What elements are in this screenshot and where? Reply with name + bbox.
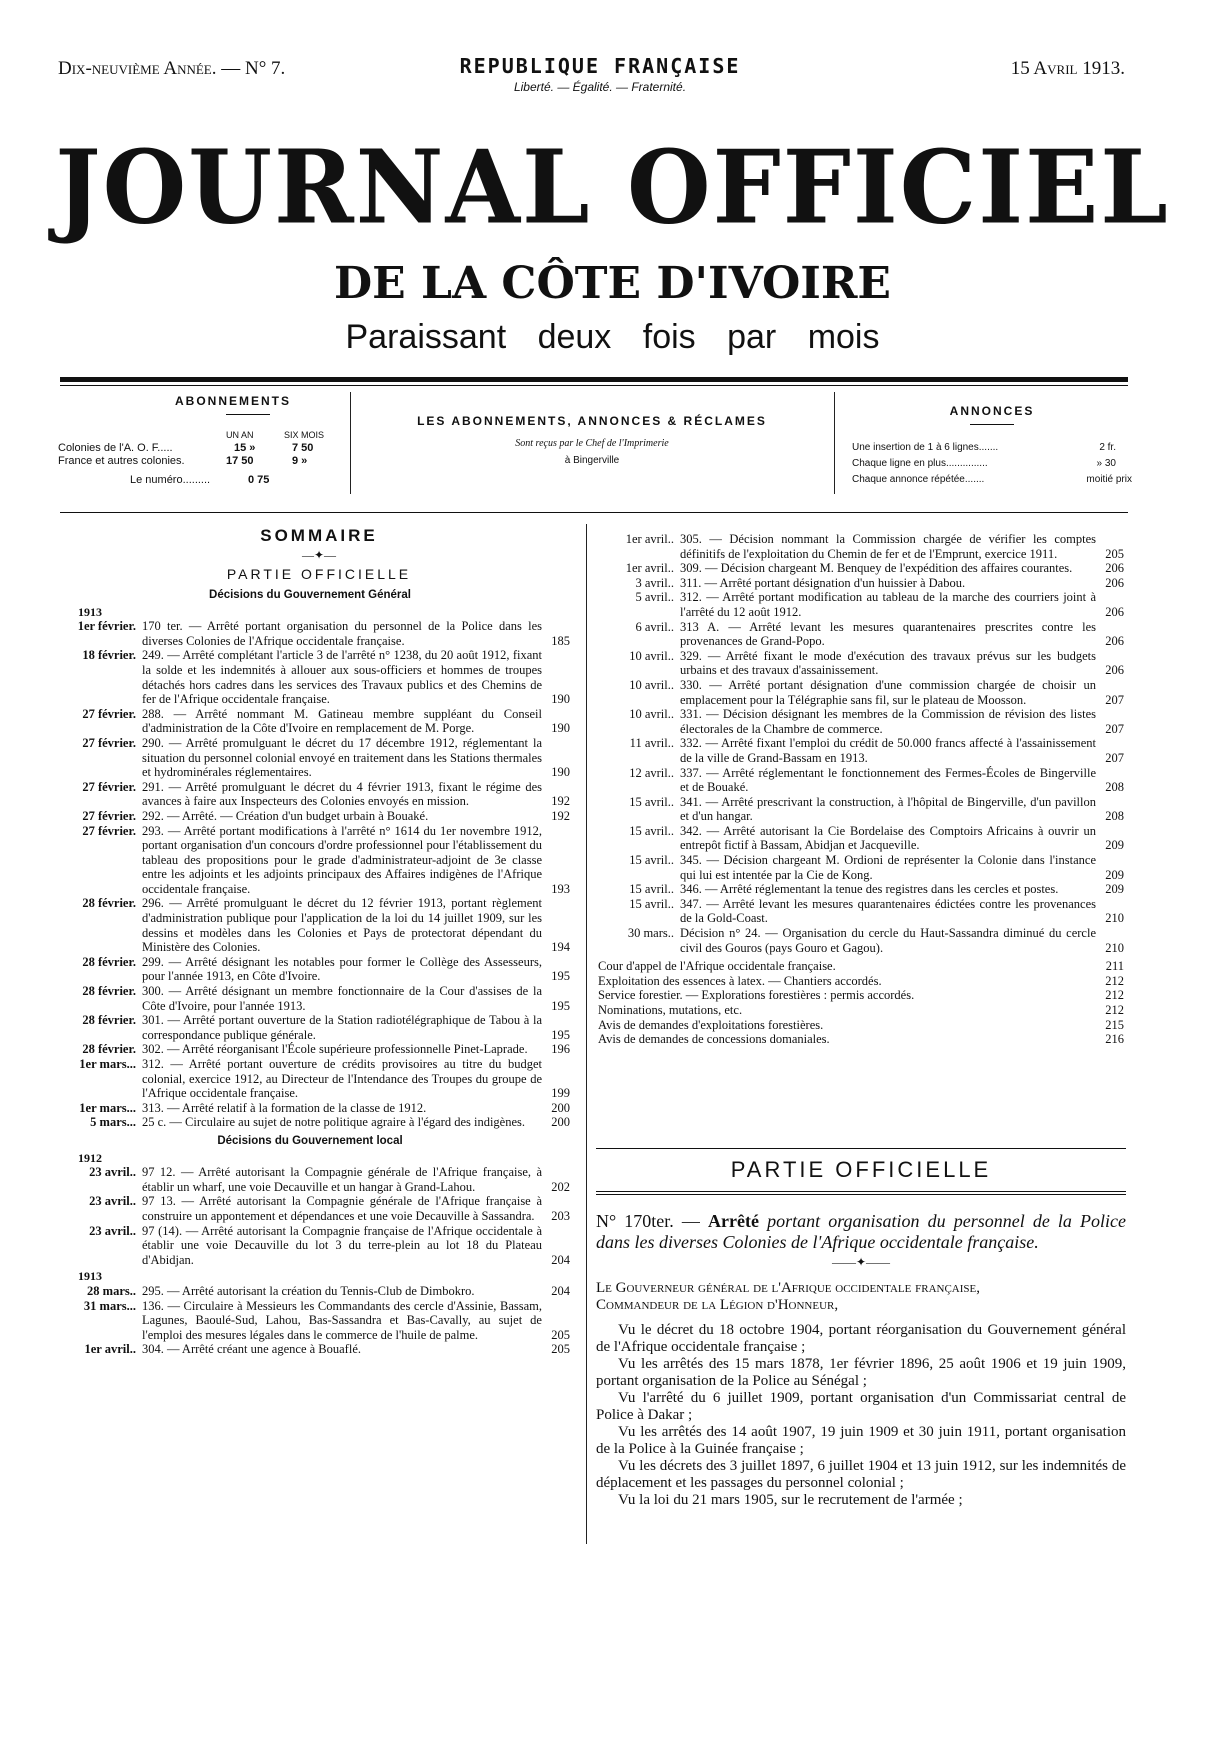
gouv-general-heading: Décisions du Gouvernement Général bbox=[209, 589, 411, 601]
entry-page: 206 bbox=[1105, 634, 1124, 649]
box-divider bbox=[834, 392, 835, 494]
entry-page: 200 bbox=[551, 1115, 570, 1130]
entry-date: 12 avril.. bbox=[629, 765, 674, 780]
entry-date: 1er avril.. bbox=[625, 532, 674, 546]
entry-date: 23 avril.. bbox=[89, 1223, 136, 1238]
abonnement-row-an: 17 50 bbox=[226, 455, 254, 467]
article-paragraph: Vu le décret du 18 octobre 1904, portant réorganisation du Gouvernement général de l'Afrique occidentale française ; bbox=[596, 1322, 1126, 1355]
entry-date: 23 avril.. bbox=[89, 1194, 136, 1209]
article-title: N° 170ter. — Arrêté portant organisation du personnel de la Police dans les diverses Colonies de l'Afrique occidentale française. bbox=[596, 1211, 1127, 1252]
republic-motto: Liberté. — Égalité. — Fraternité. bbox=[513, 80, 687, 94]
sommaire-entry bbox=[50, 1342, 570, 1357]
sommaire-entry bbox=[50, 1284, 570, 1299]
local-1912-list bbox=[50, 1165, 570, 1267]
entry-date: 28 février. bbox=[82, 1042, 136, 1057]
entry-page: 185 bbox=[551, 633, 570, 648]
article-rule bbox=[596, 1148, 1126, 1149]
sommaire-entry bbox=[594, 882, 1124, 897]
article bbox=[596, 1148, 1126, 1509]
entry-date: 15 avril.. bbox=[629, 823, 674, 838]
entry-page: 205 bbox=[551, 1342, 570, 1357]
entry-page: 190 bbox=[551, 765, 570, 780]
entry-page: 209 bbox=[1105, 867, 1124, 882]
entry-page: 205 bbox=[551, 1327, 570, 1342]
sommaire-entry bbox=[594, 649, 1124, 678]
section-rule bbox=[60, 512, 1128, 513]
entry-date: 1er avril.. bbox=[84, 1342, 136, 1357]
entry-text: 330. — Arrêté portant désignation d'une commission chargée de choisir un emplacement pour la Télégraphie sans fil, sur le plateau de Moosson. bbox=[680, 677, 1096, 707]
center-box bbox=[352, 414, 832, 466]
entry-page: 204 bbox=[551, 1283, 570, 1298]
journal-tagline: Paraissant deux fois par mois bbox=[345, 318, 880, 356]
entry-page: 208 bbox=[1105, 809, 1124, 824]
entry-page: 195 bbox=[551, 998, 570, 1013]
entry-date: 27 février. bbox=[82, 706, 136, 721]
entry-date: 28 février. bbox=[82, 1013, 136, 1028]
entry-text: 346. — Arrêté réglementant la tenue des registres dans les cercles et postes. bbox=[680, 882, 1059, 897]
sommaire-entry bbox=[50, 824, 570, 897]
entry-date: 11 avril.. bbox=[629, 736, 674, 751]
annonce-row-price: » 30 bbox=[1096, 458, 1116, 469]
sommaire-entry bbox=[50, 736, 570, 780]
annonce-row-label: Une insertion de 1 à 6 lignes....... bbox=[852, 442, 999, 453]
entry-text: 292. — Arrêté. — Création d'un budget urbain à Bouaké. bbox=[142, 808, 429, 823]
sommaire-entry bbox=[50, 1115, 570, 1130]
entry-page: 190 bbox=[551, 692, 570, 707]
entry-page: 200 bbox=[551, 1100, 570, 1115]
article-rule bbox=[596, 1194, 1126, 1195]
entry-text: 305. — Décision nommant la Commission chargée de vérifier les comptes définitifs de l'exploitation du Chemin de fer et de l'Emprunt, exercice 1911. bbox=[680, 532, 1096, 561]
entry-date: 1er mars... bbox=[79, 1057, 136, 1071]
annonces-box bbox=[852, 404, 1132, 485]
entry-text: 293. — Arrêté portant modifications à l'arrêté n° 1614 du 1er novembre 1912, portant organisation d'un concours d'ordre professionnel pour l'établissement du tableau des propositions pour le grade d'administrateur-adjoint de 3e classe entre les adjoints et les adjoints principaux des Affaires indigènes de l'Afrique occidentale française. bbox=[142, 823, 542, 896]
article-paragraph: Vu les arrêtés des 14 août 1907, 19 juin 1909 et 30 juin 1911, portant organisation de la Police à la Guinée française ; bbox=[596, 1424, 1126, 1457]
article-number: N° 170ter. bbox=[596, 1211, 674, 1231]
center-line1: Sont reçus par le Chef de l'Imprimerie bbox=[515, 438, 669, 449]
entry-text: 136. — Circulaire à Messieurs les Commandants des cercle d'Assinie, Bassam, Lagunes, Baoulé-Sud, Lahou, Bas-Sassandra et Bas-Cavally, au sujet de l'emploi des mesures légales dans le commerce de l'huile de palme. bbox=[142, 1298, 542, 1342]
left-entry-list bbox=[50, 619, 570, 1130]
misc-page: 211 bbox=[1105, 959, 1124, 974]
entry-date: 23 avril.. bbox=[89, 1165, 136, 1180]
entry-date: 28 mars.. bbox=[87, 1283, 136, 1298]
entry-page: 207 bbox=[1105, 721, 1124, 736]
sommaire-entry bbox=[50, 1299, 570, 1343]
sommaire-entry bbox=[50, 1042, 570, 1057]
misc-page: 212 bbox=[1105, 988, 1124, 1003]
journal-subtitle: DE LA CÔTE D'IVOIRE bbox=[334, 258, 891, 309]
misc-text: Exploitation des essences à latex. — Chantiers accordés. bbox=[598, 973, 882, 988]
article-authority-line2: Commandeur de la Légion d'Honneur, bbox=[596, 1297, 839, 1313]
sommaire-entry bbox=[50, 780, 570, 809]
article-authority-line1: Le Gouverneur général de l'Afrique occidentale française, bbox=[596, 1280, 980, 1296]
year-heading: 1913 bbox=[78, 604, 102, 619]
article-rule bbox=[596, 1191, 1126, 1192]
year-heading: 1913 bbox=[78, 1269, 102, 1284]
col-six-mois: SIX MOIS bbox=[284, 430, 325, 440]
sommaire-entry bbox=[594, 678, 1124, 707]
entry-page: 207 bbox=[1105, 750, 1124, 765]
entry-date: 6 avril.. bbox=[635, 619, 674, 634]
entry-date: 3 avril.. bbox=[635, 575, 674, 590]
numero-label: Le numéro......... bbox=[130, 474, 211, 486]
abonnement-row-six: 9 » bbox=[292, 455, 308, 467]
annonce-row-label: Chaque ligne en plus............... bbox=[852, 458, 988, 469]
journal-title: JOURNAL OFFICIEL bbox=[55, 128, 1170, 247]
entry-text: 288. — Arrêté nommant M. Gatineau membre suppléant du Conseil d'administration de la Côte d'Ivoire en remplacement de M. Porge. bbox=[142, 706, 542, 736]
entry-date: 1er février. bbox=[77, 619, 136, 634]
local-1913-list bbox=[50, 1284, 570, 1357]
misc-entry bbox=[594, 1003, 1124, 1018]
entry-text: 331. — Décision désignant les membres de la Commission de révision des listes électorales de la Chambre de commerce. bbox=[680, 707, 1096, 736]
sommaire-entry bbox=[50, 1057, 570, 1101]
sommaire-entry bbox=[50, 809, 570, 824]
column-divider bbox=[586, 524, 587, 1544]
numero-price: 0 75 bbox=[248, 474, 270, 486]
entry-page: 203 bbox=[551, 1208, 570, 1223]
sommaire-entry bbox=[50, 1165, 570, 1194]
entry-text: 249. — Arrêté complétant l'article 3 de l'arrêté n° 1238, du 20 août 1912, fixant la solde et les indemnités à allouer aux sous-officiers et hommes de troupes détachés hors cadres dans les services des Travaux publics et des Chemins de fer de l'Afrique occidentale française. bbox=[142, 648, 542, 707]
article-body bbox=[596, 1322, 1126, 1509]
entry-text: 301. — Arrêté portant ouverture de la Station radiotélégraphique de Tabou à la correspondance publique générale. bbox=[142, 1013, 542, 1042]
misc-text: Avis de demandes d'exploitations forestières. bbox=[598, 1017, 824, 1032]
article-title-bold: Arrêté bbox=[708, 1211, 759, 1231]
misc-page: 215 bbox=[1105, 1017, 1124, 1032]
entry-date: 15 avril.. bbox=[629, 794, 674, 809]
entry-text: 295. — Arrêté autorisant la création du Tennis-Club de Dimbokro. bbox=[142, 1283, 475, 1298]
abonnements-box bbox=[58, 394, 348, 494]
annonces-underline bbox=[970, 424, 1014, 425]
entry-text: 300. — Arrêté désignant un membre fonctionnaire de la Cour d'assises de la Côte d'Ivoire, pour l'année 1913. bbox=[142, 984, 542, 1013]
abonnement-row-six: 7 50 bbox=[292, 442, 314, 454]
misc-page: 212 bbox=[1105, 1003, 1124, 1017]
entry-page: 195 bbox=[551, 1027, 570, 1042]
sommaire-entry bbox=[594, 620, 1124, 649]
entry-date: 1er mars... bbox=[79, 1100, 136, 1115]
gouv-local-heading: Décisions du Gouvernement local bbox=[217, 1134, 403, 1147]
sommaire-entry bbox=[594, 590, 1124, 619]
entry-text: 341. — Arrêté prescrivant la construction, à l'hôpital de Bingerville, d'un pavillon et d'un hangar. bbox=[680, 794, 1096, 824]
entry-date: 15 avril.. bbox=[629, 853, 674, 868]
sommaire-entry bbox=[50, 1013, 570, 1042]
annonce-row-price: 2 fr. bbox=[1099, 442, 1116, 453]
sommaire-entry bbox=[594, 576, 1124, 591]
misc-entry bbox=[594, 988, 1124, 1003]
entry-page: 209 bbox=[1105, 838, 1124, 853]
entry-page: 207 bbox=[1105, 692, 1124, 707]
misc-entry bbox=[594, 974, 1124, 989]
sommaire-entry bbox=[50, 1194, 570, 1223]
year-heading: 1912 bbox=[78, 1150, 102, 1165]
entry-text: 312. — Arrêté portant modification au tableau de la marche des courriers joint à l'arrêté du 12 août 1912. bbox=[680, 590, 1096, 619]
entry-date: 5 mars... bbox=[90, 1115, 136, 1130]
entry-page: 192 bbox=[551, 808, 570, 823]
entry-date: 28 février. bbox=[82, 954, 136, 969]
entry-page: 206 bbox=[1105, 561, 1124, 576]
entry-text: 332. — Arrêté fixant l'emploi du crédit de 50.000 francs affecté à l'assainissement de la ville de Grand-Bassam en 1913. bbox=[680, 736, 1096, 765]
abonnement-row-label: France et autres colonies. bbox=[58, 455, 185, 467]
entry-date: 28 février. bbox=[82, 896, 136, 911]
entry-text: 97 12. — Arrêté autorisant la Compagnie générale de l'Afrique française, à établir un wharf, une voie Decauville et un hangar à Grand-Lahou. bbox=[142, 1165, 542, 1194]
ornament: ——✦—— bbox=[831, 1255, 891, 1269]
masthead-rule-thin bbox=[60, 385, 1128, 386]
entry-date: 18 février. bbox=[82, 648, 136, 663]
entry-page: 195 bbox=[551, 969, 570, 984]
entry-page: 202 bbox=[551, 1179, 570, 1194]
misc-text: Cour d'appel de l'Afrique occidentale française. bbox=[598, 959, 836, 974]
entry-text: 313 A. — Arrêté levant les mesures quarantenaires prescrites contre les provenances de Grand-Popo. bbox=[680, 619, 1096, 649]
entry-page: 206 bbox=[1105, 575, 1124, 590]
entry-page: 208 bbox=[1105, 780, 1124, 795]
entry-date: 15 avril.. bbox=[629, 896, 674, 911]
entry-page: 196 bbox=[551, 1042, 570, 1057]
entry-text: 309. — Décision chargeant M. Benquey de l'expédition des affaires courantes. bbox=[680, 561, 1073, 576]
entry-page: 206 bbox=[1105, 663, 1124, 678]
entry-text: 25 c. — Circulaire au sujet de notre politique agraire à l'égard des indigènes. bbox=[142, 1115, 526, 1130]
sommaire-left-column bbox=[50, 586, 570, 1357]
sommaire-entry bbox=[594, 795, 1124, 824]
entry-text: Décision n° 24. — Organisation du cercle du Haut-Sassandra diminué du cercle civil des Gouros (pays Gouro et Gagou). bbox=[680, 926, 1096, 955]
article-partie-heading: PARTIE OFFICIELLE bbox=[730, 1157, 992, 1182]
entry-page: 210 bbox=[1105, 911, 1124, 926]
article-paragraph: Vu la loi du 21 mars 1905, sur le recrutement de l'armée ; bbox=[618, 1492, 963, 1508]
entry-text: 170 ter. — Arrêté portant organisation du personnel de la Police dans les diverses Colonies de l'Afrique occidentale française. bbox=[142, 619, 542, 648]
entry-date: 5 avril.. bbox=[635, 590, 674, 605]
entry-text: 312. — Arrêté portant ouverture de crédits provisoires au titre du budget colonial, exercice 1912, au Directeur de l'Intendance des Troupes du groupe de l'Afrique occidentale française. bbox=[142, 1057, 542, 1101]
sommaire-entry bbox=[594, 824, 1124, 853]
entry-page: 209 bbox=[1105, 882, 1124, 897]
misc-text: Avis de demandes de concessions domaniales. bbox=[598, 1032, 830, 1047]
entry-text: 299. — Arrêté désignant les notables pour former le Collège des Assesseurs, pour l'année 1913, en Côte d'Ivoire. bbox=[142, 954, 542, 984]
article-paragraph: Vu les décrets des 3 juillet 1897, 6 juillet 1904 et 13 juin 1912, sur les indemnités de déplacement et les passages du personnel colonial ; bbox=[596, 1458, 1126, 1491]
entry-text: 290. — Arrêté promulguant le décret du 17 décembre 1912, réglementant la situation du personnel colonial envoyé en traitement dans les Stations thermales et hydrominérales réglementaires. bbox=[142, 735, 542, 780]
sommaire-entry bbox=[594, 766, 1124, 795]
entry-text: 313. — Arrêté relatif à la formation de la classe de 1912. bbox=[142, 1100, 427, 1115]
article-title-rest: portant organisation du personnel de la Police dans les diverses Colonies de l'Afrique occidentale française. bbox=[596, 1211, 1127, 1252]
entry-page: 193 bbox=[551, 881, 570, 896]
abonnements-underline bbox=[226, 414, 270, 415]
masthead-rule bbox=[60, 377, 1128, 382]
center-heading: LES ABONNEMENTS, ANNONCES & RÉCLAMES bbox=[417, 414, 767, 428]
entry-text: 311. — Arrêté portant désignation d'un huissier à Dabou. bbox=[680, 575, 966, 590]
entry-date: 10 avril.. bbox=[629, 648, 674, 663]
sommaire-entry bbox=[594, 707, 1124, 736]
sommaire-entry bbox=[50, 955, 570, 984]
sommaire-entry bbox=[50, 648, 570, 706]
abonnement-row-label: Colonies de l'A. O. F..... bbox=[58, 442, 173, 454]
sommaire-entry bbox=[50, 619, 570, 648]
sommaire-entry bbox=[594, 532, 1124, 561]
abonnements-heading: ABONNEMENTS bbox=[174, 394, 291, 408]
sommaire-entry bbox=[594, 561, 1124, 576]
entry-text: 345. — Décision chargeant M. Ordioni de représenter la Colonie dans l'instance qui lui est intentée par la Cie de Kong. bbox=[680, 853, 1096, 882]
sommaire-partie: PARTIE OFFICIELLE bbox=[226, 566, 412, 582]
misc-text: Nominations, mutations, etc. bbox=[598, 1003, 743, 1017]
entry-date: 10 avril.. bbox=[629, 707, 674, 722]
misc-list bbox=[594, 959, 1124, 1047]
entry-page: 194 bbox=[551, 940, 570, 955]
entry-page: 190 bbox=[551, 721, 570, 736]
entry-text: 97 13. — Arrêté autorisant la Compagnie générale de l'Afrique française à construire un appontement et dépendances et une voie Decauville à Sassandra. bbox=[142, 1194, 542, 1223]
entry-text: 296. — Arrêté promulguant le décret du 12 février 1913, portant règlement d'administration publique pour l'application de la loi du 14 juillet 1909, sur les dessins et modèles dans les Colonies et Pays de protectorat dépendant du Ministère des Colonies. bbox=[142, 896, 542, 955]
box-divider bbox=[350, 392, 351, 494]
sommaire-entry bbox=[594, 926, 1124, 955]
entry-text: 337. — Arrêté réglementant le fonctionnement des Fermes-Écoles de Bingerville et de Bouaké. bbox=[680, 765, 1096, 795]
entry-text: 304. — Arrêté créant une agence à Bouaflé. bbox=[142, 1342, 361, 1357]
entry-text: 97 (14). — Arrêté autorisant la Compagnie française de l'Afrique occidentale à établir une voie Decauville du lot 3 du terre-plein au lot 18 du Plateau d'Abidjan. bbox=[142, 1223, 542, 1267]
entry-date: 27 février. bbox=[82, 808, 136, 823]
entry-date: 27 février. bbox=[82, 735, 136, 750]
sommaire-entry bbox=[594, 897, 1124, 926]
misc-page: 216 bbox=[1105, 1032, 1124, 1047]
entry-date: 1er avril.. bbox=[625, 561, 674, 576]
entry-text: 347. — Arrêté levant les mesures quarantenaires édictées contre les provenances de la Gold-Coast. bbox=[680, 896, 1096, 926]
article-paragraph: Vu les arrêtés des 15 mars 1878, 1er février 1896, 25 août 1906 et 19 juin 1909, portant organisation de la Police au Sénégal ; bbox=[596, 1356, 1126, 1389]
issue-number: Dix-neuvième Année. — N° 7. bbox=[58, 58, 286, 79]
sommaire-entry bbox=[50, 896, 570, 954]
entry-page: 192 bbox=[551, 794, 570, 809]
ornament: —✦— bbox=[301, 548, 337, 562]
sommaire-entry bbox=[594, 736, 1124, 765]
misc-page: 212 bbox=[1105, 973, 1124, 988]
entry-page: 199 bbox=[551, 1086, 570, 1101]
misc-entry bbox=[594, 1018, 1124, 1033]
misc-text: Service forestier. — Explorations forestières : permis accordés. bbox=[598, 988, 915, 1003]
entry-date: 15 avril.. bbox=[629, 882, 674, 897]
sommaire-entry bbox=[50, 1224, 570, 1268]
entry-date: 27 février. bbox=[82, 779, 136, 794]
entry-text: 329. — Arrêté fixant le mode d'exécution des travaux prévus sur les budgets urbains et des travaux d'assainissement. bbox=[680, 648, 1096, 678]
annonces-heading: ANNONCES bbox=[949, 404, 1035, 418]
annonce-row-price: moitié prix bbox=[1086, 474, 1132, 485]
abonnement-row-an: 15 » bbox=[234, 442, 256, 454]
sommaire-title: SOMMAIRE bbox=[260, 526, 378, 545]
entry-date: 10 avril.. bbox=[629, 677, 674, 692]
entry-date: 28 février. bbox=[82, 984, 136, 999]
sommaire-entry bbox=[594, 853, 1124, 882]
center-line2: à Bingerville bbox=[564, 455, 620, 466]
sommaire-entry bbox=[50, 1101, 570, 1116]
entry-text: 342. — Arrêté autorisant la Cie Bordelaise des Comptoirs Africains à ouvrir un entrepôt fictif à Bassam, Abidjan et Jacqueville. bbox=[680, 823, 1096, 853]
entry-date: 31 mars... bbox=[83, 1298, 136, 1313]
entry-date: 27 février. bbox=[82, 823, 136, 838]
annonce-row-label: Chaque annonce répétée....... bbox=[852, 474, 985, 485]
entry-text: 291. — Arrêté promulguant le décret du 4 février 1913, fixant le régime des avances à faire aux Inspecteurs des Colonies envoyés en mission. bbox=[142, 779, 542, 809]
misc-entry bbox=[594, 959, 1124, 974]
sommaire-entry bbox=[50, 707, 570, 736]
sommaire-entry bbox=[50, 984, 570, 1013]
entry-page: 210 bbox=[1105, 940, 1124, 955]
col-un-an: UN AN bbox=[226, 430, 254, 440]
misc-entry bbox=[594, 1032, 1124, 1047]
article-paragraph: Vu l'arrêté du 6 juillet 1909, portant organisation d'un Commissariat central de Police à Dakar ; bbox=[596, 1390, 1126, 1423]
entry-page: 205 bbox=[1105, 546, 1124, 561]
entry-page: 206 bbox=[1105, 604, 1124, 619]
entry-page: 204 bbox=[551, 1252, 570, 1267]
entry-text: 302. — Arrêté réorganisant l'École supérieure professionnelle Pinet-Laprade. bbox=[142, 1042, 528, 1057]
issue-date: 15 Avril 1913. bbox=[1010, 58, 1125, 79]
sommaire-right-column bbox=[594, 532, 1124, 1047]
right-entry-list bbox=[594, 532, 1124, 955]
entry-date: 30 mars.. bbox=[627, 926, 674, 941]
republic-heading: REPUBLIQUE FRANÇAISE bbox=[459, 54, 741, 78]
